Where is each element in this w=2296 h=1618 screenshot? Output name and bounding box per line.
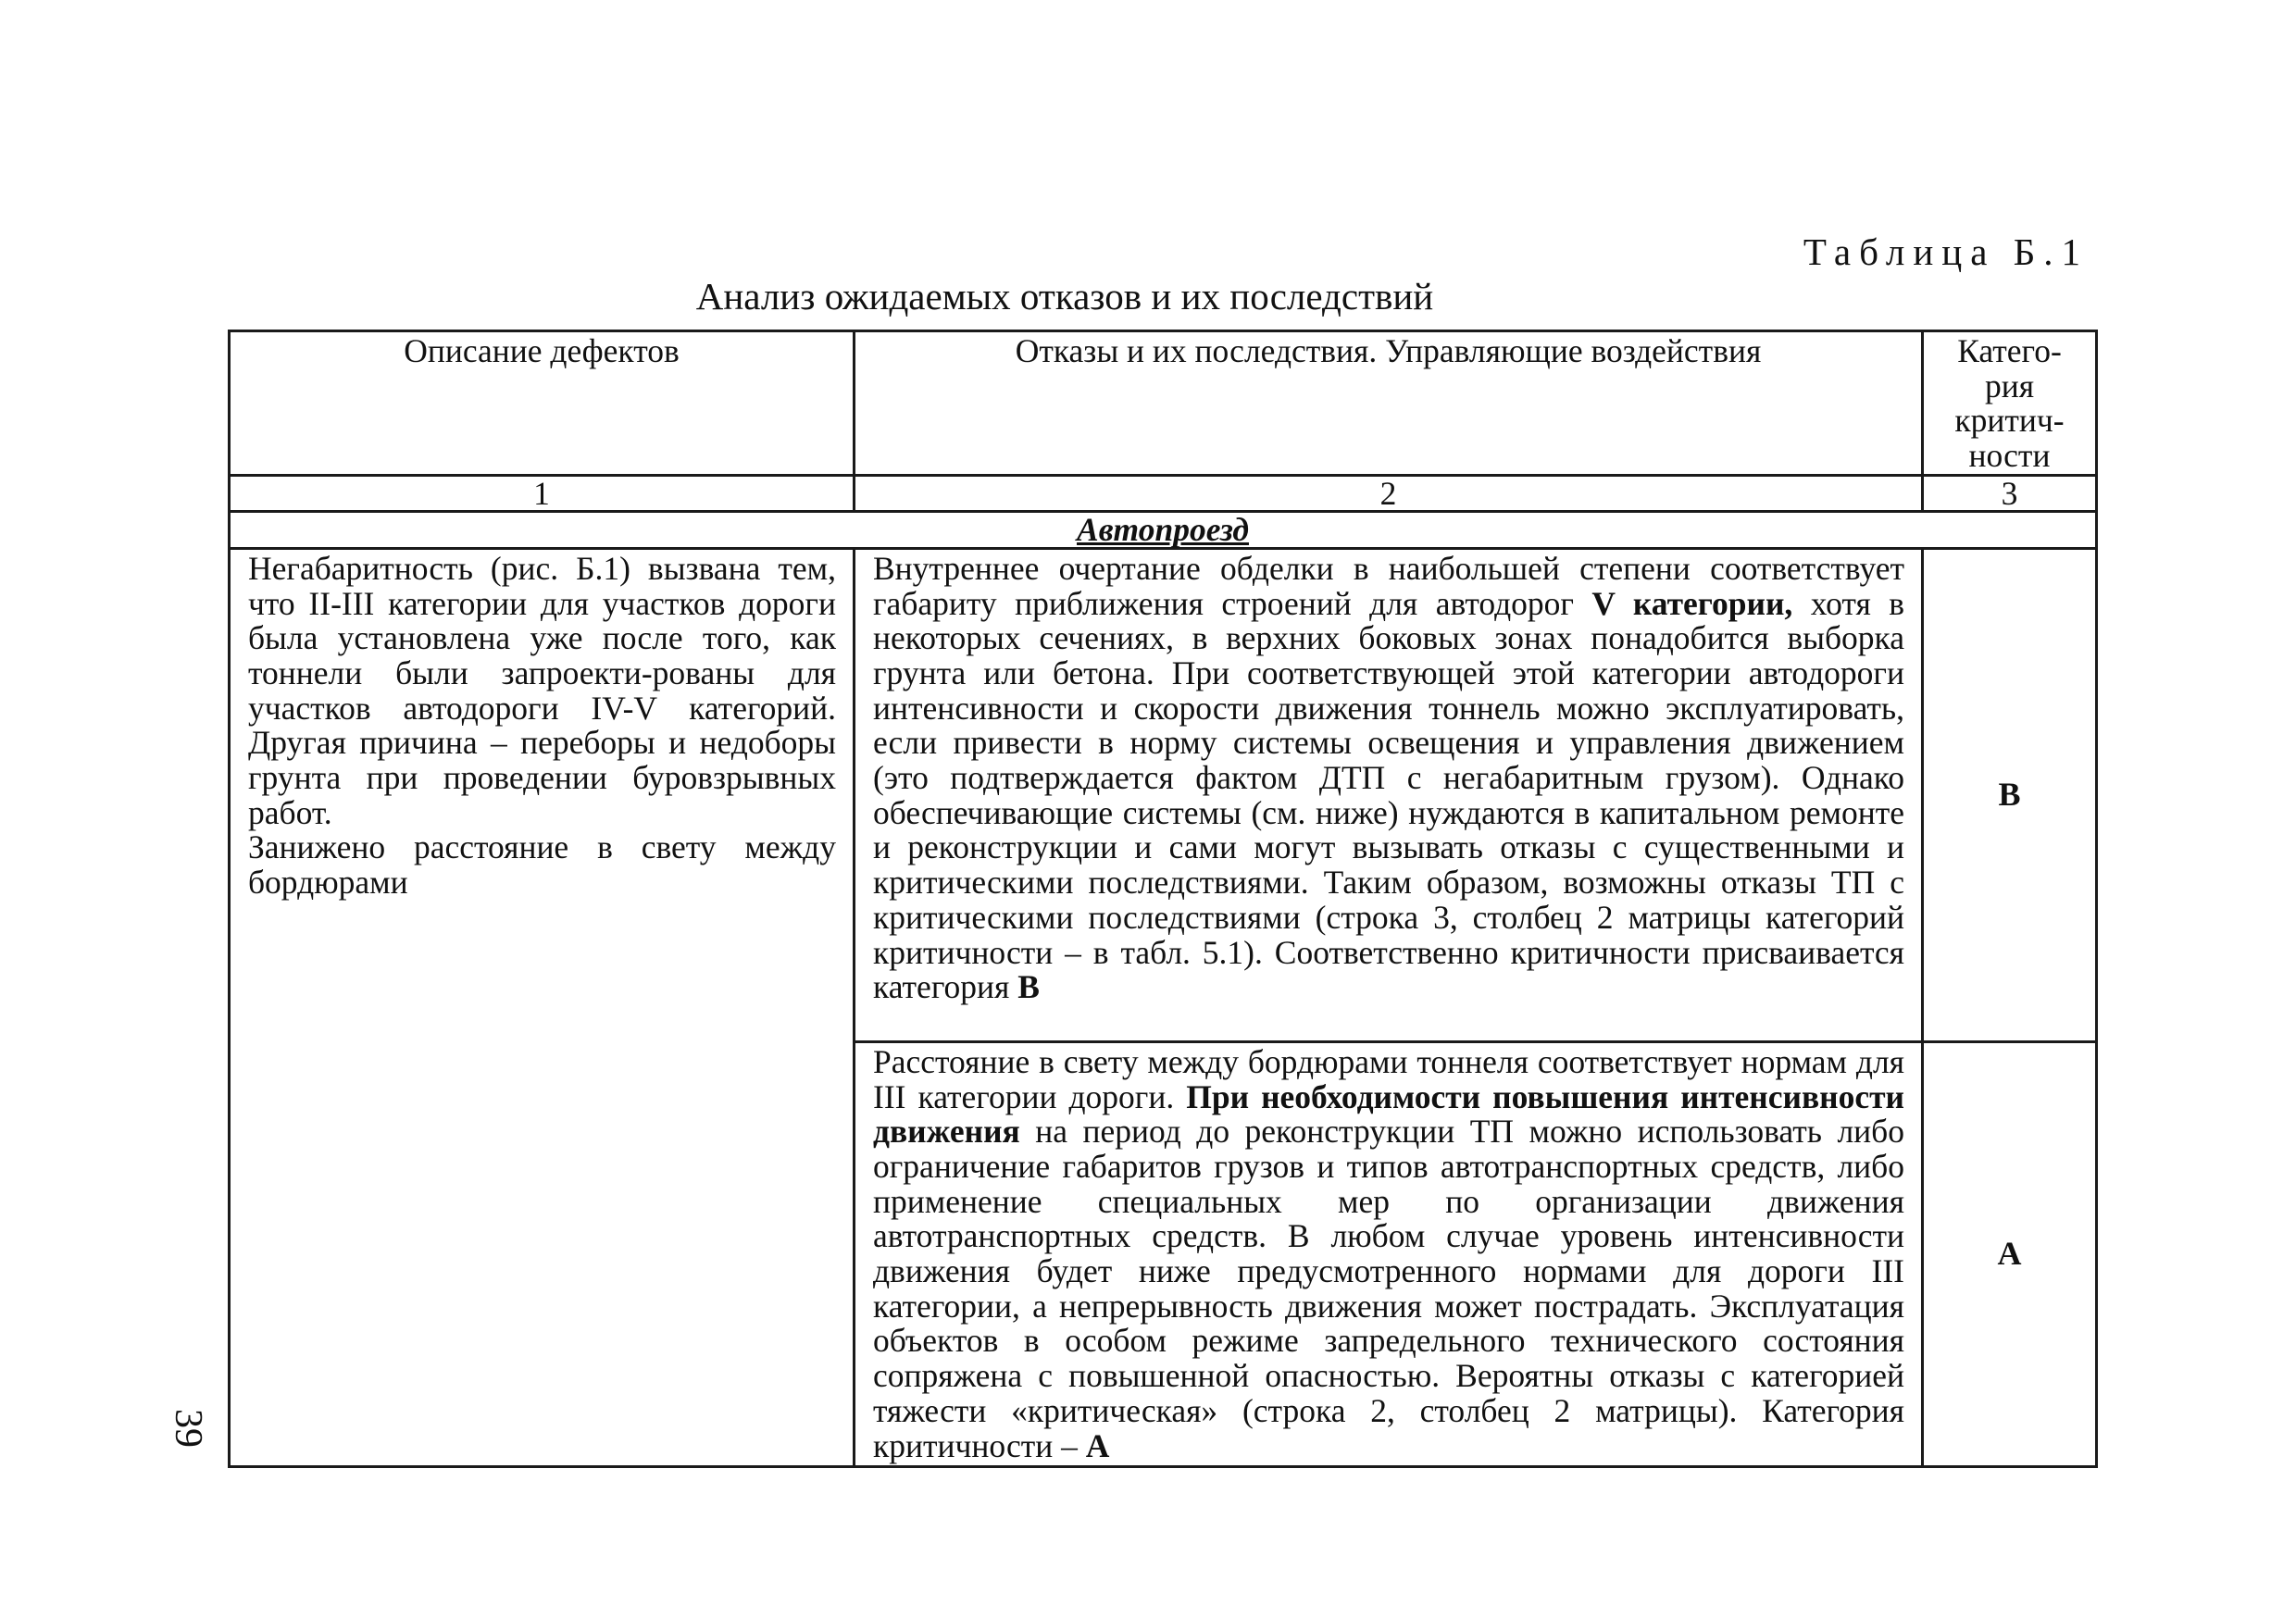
- table-title: Анализ ожидаемых отказов и их последствий: [695, 275, 1434, 317]
- column-header-criticality: Катего-рия критич-ности: [1923, 331, 2097, 476]
- column-numbers-row: [230, 475, 2097, 511]
- header-row: [230, 331, 2097, 476]
- column-number-2: 2: [855, 475, 1923, 511]
- failure-consequences-text: Внутреннее очертание обделки в наибольшей степени соответствует габариту приближения строений для автодорог V категории, хотя в некоторых сечениях, в верхних боковых зонах понадобится выборка грунта или бетона. При соответствующей этой категории автодороги интенсивности и скорости движения тоннель можно эксплуатировать, если привести в норму системы освещения и управления движением (это подтверждается фактом ДТП с негабаритным грузом). Однако обеспечивающие системы (см. ниже) нуждаются в капитальном ремонте и реконструкции и сами могут вызывать отказы с существенными и критическими последствиями. Таким образом, возможны отказы ТП с критическими последствиями (строка 3, столбец 2 матрицы категорий критичности – в табл. 5.1). Соответственно критичности присваивается категория В: [873, 549, 1904, 1006]
- failure-consequences-cell: [855, 1041, 1923, 1466]
- column-number-1: 1: [230, 475, 855, 511]
- failure-analysis-table: [228, 330, 2098, 1468]
- criticality-category-cell: А: [1923, 1041, 2097, 1466]
- section-row: [230, 511, 2097, 548]
- defect-description-paragraph: Занижено расстояние в свету между бордюрами: [248, 828, 836, 902]
- page-number: 39: [167, 1409, 209, 1448]
- table-row: [230, 548, 2097, 1041]
- failure-consequences-cell: [855, 548, 1923, 1041]
- column-number-3: 3: [1923, 475, 2097, 511]
- column-header-failures: Отказы и их последствия. Управляющие воздействия: [855, 331, 1923, 476]
- defect-description-cell: [230, 548, 855, 1466]
- table-label: Таблица Б.1: [1803, 230, 2089, 273]
- failure-consequences-text: Расстояние в свету между бордюрами тоннеля соответствует нормам для III категории дороги. При необходимости повышения интенсивности движения на период до реконструкции ТП можно использовать либо ограничение габаритов грузов и типов автотранспортных средств, либо применение специальных мер по организации движения автотранспортных средств. В любом случае уровень интенсивности движения будет ниже предусмотренного нормами для дороги III категории, а непрерывность движения может пострадать. Эксплуатация объектов в особом режиме запредельного технического состояния сопряжена с повышенной опасностью. Вероятны отказы с категорией тяжести «критическая» (строка 2, столбец 2 матрицы). Категория критичности – А: [873, 1042, 1904, 1464]
- criticality-category-cell: В: [1923, 548, 2097, 1041]
- column-header-defects: Описание дефектов: [230, 331, 855, 476]
- defect-description-paragraph: Негабаритность (рис. Б.1) вызвана тем, что II-III категории для участков дороги была установлена уже после того, как тоннели были запроекти-рованы для участков автодороги IV-V категорий. Другая причина – переборы и недоборы грунта при проведении буровзрывных работ.: [248, 549, 836, 831]
- section-title: Автопроезд: [230, 511, 2097, 548]
